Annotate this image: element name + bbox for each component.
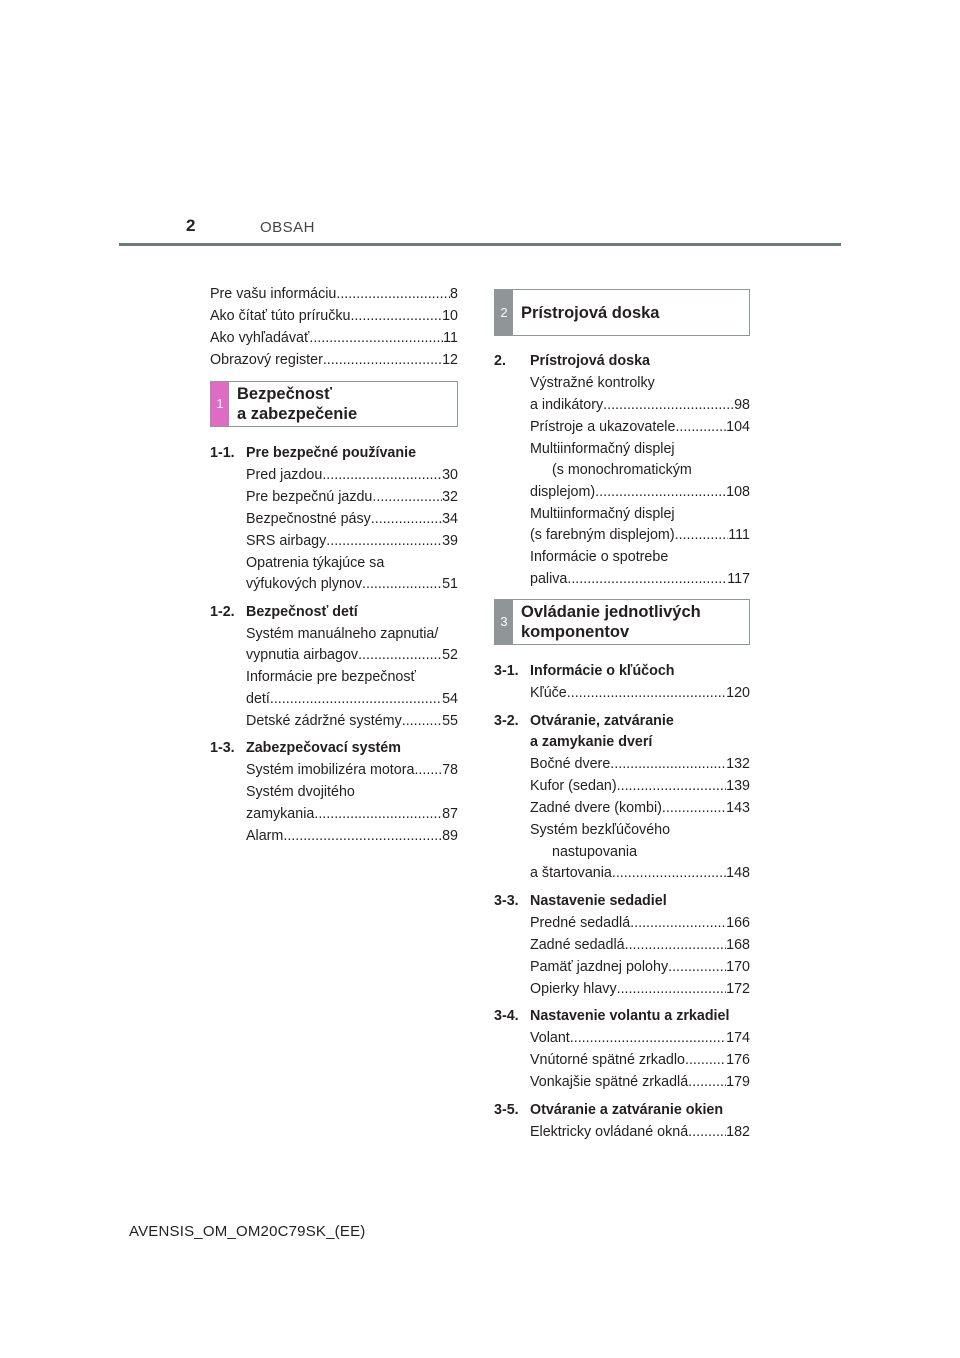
- toc-entry[interactable]: [246, 465, 458, 487]
- chapter-title: Nastavenie volantu a zrkadiel: [530, 1008, 730, 1024]
- page-number-ref: 117: [727, 570, 750, 587]
- toc-entry[interactable]: [210, 350, 458, 372]
- entry-label-line: Informácie o spotrebe: [530, 549, 669, 565]
- entry-label-line: Systém manuálneho zapnutia/: [246, 625, 439, 642]
- entry-label-line: Bezpečnostné pásy: [246, 510, 371, 527]
- section-title: Bezpečnosť a zabezpečenie: [237, 384, 358, 423]
- dot-leader: [326, 531, 442, 553]
- toc-entry[interactable]: [246, 711, 458, 733]
- chapter-title: Nastavenie sedadiel: [530, 892, 667, 909]
- toc-entry[interactable]: [210, 328, 458, 350]
- chapter-heading[interactable]: [210, 738, 458, 760]
- dot-leader: [283, 826, 442, 848]
- page-number-ref: 52: [442, 647, 458, 663]
- entry-label-line: Pre bezpečnú jazdu: [246, 488, 373, 505]
- toc-entry[interactable]: [530, 1122, 750, 1144]
- page-number-ref: 170: [726, 958, 750, 975]
- page-number: 2: [186, 216, 196, 235]
- dot-leader: [662, 798, 726, 820]
- page-number-ref: 148: [726, 865, 750, 881]
- page-number-ref: 87: [442, 805, 458, 822]
- page-number-ref: 30: [442, 466, 458, 483]
- dot-leader: [336, 284, 450, 306]
- entry-label-line: Zadné dvere (kombi): [530, 800, 662, 816]
- page-number-ref: 51: [442, 576, 458, 592]
- entry-label-line: Detské zádržné systémy: [246, 712, 402, 729]
- dot-leader: [610, 754, 726, 776]
- entry-label-line: Elektricky ovládané okná: [530, 1123, 689, 1140]
- entry-label-line: Ako vyhľadávať: [210, 330, 310, 346]
- dot-leader: [322, 465, 442, 487]
- dot-leader: [685, 1050, 726, 1072]
- page-number-ref: 174: [726, 1030, 750, 1046]
- entry-label: [530, 373, 750, 395]
- section-tab-box[interactable]: [494, 599, 750, 645]
- entry-label-line: Výstražné kontrolky: [530, 375, 655, 391]
- chapter-title: Otváranie a zatváranie okien: [530, 1101, 724, 1118]
- entry-label-line: Bočné dvere: [530, 756, 611, 772]
- entry-label-line: Vonkajšie spätné zrkadlá: [530, 1074, 689, 1090]
- dot-leader: [675, 417, 726, 439]
- toc-entry[interactable]: [246, 553, 458, 596]
- page-number-ref: 104: [726, 418, 750, 435]
- page-number-ref: 179: [726, 1074, 750, 1090]
- entry-label-line: Pamäť jazdnej polohy: [530, 958, 669, 975]
- entry-label-line: Pred jazdou: [246, 466, 323, 483]
- page-title: OBSAH: [260, 219, 316, 236]
- page-number-ref: 10: [442, 308, 458, 324]
- entry-label-line: Zadné sedadlá: [530, 936, 625, 953]
- dot-leader: [630, 913, 726, 935]
- dot-leader: [314, 804, 442, 826]
- page-number-ref: 172: [726, 980, 750, 997]
- page-number-ref: 34: [442, 510, 458, 527]
- dot-leader: [567, 683, 726, 705]
- chapter-number: 1-2.: [210, 603, 235, 620]
- dot-leader: [688, 1072, 726, 1094]
- page-number-ref: 11: [443, 330, 458, 346]
- chapter-number: 3-3.: [494, 892, 519, 909]
- toc-entry[interactable]: [530, 798, 750, 820]
- chapter-title: Bezpečnosť detí: [246, 603, 358, 620]
- page-number-ref: 39: [442, 532, 458, 549]
- chapter-title: Informácie o kľúčoch: [530, 663, 675, 679]
- chapter-title: Prístrojová doska: [530, 353, 650, 369]
- dot-leader: [688, 1122, 726, 1144]
- dot-leader: [675, 525, 729, 547]
- section-number-tab: 2: [495, 290, 513, 335]
- dot-leader: [603, 395, 734, 417]
- toc-entry[interactable]: [530, 439, 750, 504]
- header-rule: [119, 243, 841, 246]
- dot-leader: [612, 863, 726, 885]
- section-tab-box[interactable]: [494, 289, 750, 336]
- entry-label-line: Pre vašu informáciu: [210, 286, 337, 302]
- entry-label-line: Predné sedadlá: [530, 914, 631, 931]
- dot-leader: [617, 776, 727, 798]
- entry-label-line: (s farebným displejom): [530, 527, 675, 543]
- page-number-ref: 12: [442, 352, 458, 368]
- page-number-ref: 8: [450, 286, 458, 302]
- entry-label-line: paliva: [530, 570, 568, 587]
- dot-leader: [570, 1028, 726, 1050]
- entry-label: [246, 667, 458, 689]
- dot-leader: [350, 306, 442, 328]
- chapter-heading[interactable]: [494, 711, 750, 754]
- entry-label: [530, 439, 750, 482]
- dot-leader: [595, 482, 726, 504]
- chapter-title: Otváranie, zatváranie a zamykanie dverí: [530, 712, 674, 750]
- entry-label: [246, 553, 458, 575]
- toc-entry[interactable]: [530, 957, 750, 979]
- entry-label-line: Vnútorné spätné zrkadlo: [530, 1052, 685, 1068]
- entry-label: [246, 782, 458, 804]
- toc-entry[interactable]: [530, 754, 750, 776]
- chapter-number: 3-2.: [494, 712, 519, 729]
- toc-entry[interactable]: [246, 509, 458, 531]
- toc-entry[interactable]: [530, 913, 750, 935]
- entry-label-line: Alarm: [246, 827, 284, 844]
- entry-label-line: SRS airbagy: [246, 532, 327, 549]
- toc-entry[interactable]: [530, 504, 750, 547]
- entry-label-line: Obrazový register: [210, 352, 323, 368]
- dot-leader: [323, 350, 442, 372]
- entry-label-line: zamykania: [246, 805, 315, 822]
- section-title: Ovládanie jednotlivých komponentov: [521, 603, 701, 641]
- dot-leader: [668, 957, 726, 979]
- toc-entry[interactable]: [246, 667, 458, 710]
- entry-label-line: Kľúče: [530, 685, 567, 701]
- entry-label-line: Ako čítať túto príručku: [210, 308, 351, 324]
- entry-label-line: Systém bezkľúčového: [530, 822, 671, 838]
- toc-entry[interactable]: [530, 935, 750, 957]
- entry-label-line: výfukových plynov: [246, 576, 363, 592]
- entry-label-line: Prístroje a ukazovatele: [530, 418, 676, 435]
- entry-label-line: (s monochromatickým: [552, 462, 692, 478]
- entry-label: [530, 547, 750, 569]
- page-number-ref: 168: [726, 936, 750, 953]
- page-number-ref: 32: [442, 488, 458, 505]
- dot-leader: [414, 760, 442, 782]
- entry-label-line: Systém imobilizéra motora: [246, 762, 415, 778]
- chapter-heading[interactable]: [494, 1100, 750, 1122]
- entry-label-line: Multiinformačný displej: [530, 505, 675, 522]
- toc-entry[interactable]: [530, 820, 750, 885]
- chapter-number: 3-4.: [494, 1008, 519, 1024]
- section-number-tab: 1: [211, 382, 229, 426]
- entry-label-line: Systém dvojitého: [246, 784, 355, 800]
- toc-entry[interactable]: [530, 417, 750, 439]
- chapter-heading[interactable]: [494, 1006, 750, 1028]
- entry-label-line: a indikátory: [530, 396, 604, 413]
- page-number-ref: 78: [442, 762, 458, 778]
- dot-leader: [402, 711, 442, 733]
- chapter-number: 1-3.: [210, 740, 235, 756]
- toc-entry[interactable]: [530, 1072, 750, 1094]
- chapter-number: 2.: [494, 353, 506, 369]
- section-title: Prístrojová doska: [521, 303, 660, 322]
- dot-leader: [362, 574, 442, 596]
- page-number-ref: 55: [442, 712, 458, 729]
- page-number-ref: 89: [442, 827, 458, 844]
- page-number-ref: 166: [726, 914, 750, 931]
- dot-leader: [358, 645, 442, 667]
- toc-entry[interactable]: [246, 826, 458, 848]
- chapter-heading[interactable]: [210, 602, 458, 624]
- toc-entry[interactable]: [246, 624, 458, 667]
- entry-label-line: Volant: [530, 1030, 570, 1046]
- dot-leader: [372, 487, 442, 509]
- chapter-number: 3-5.: [494, 1101, 519, 1118]
- page-number-ref: 132: [726, 756, 750, 772]
- document-code: AVENSIS_OM_OM20C79SK_(EE): [129, 1223, 366, 1240]
- page-number-ref: 139: [726, 778, 750, 794]
- entry-label-line: Kufor (sedan): [530, 778, 617, 794]
- section-number-tab: 3: [495, 600, 513, 644]
- toc-entry[interactable]: [530, 776, 750, 798]
- toc-entry[interactable]: [530, 683, 750, 705]
- entry-label: [530, 504, 750, 526]
- dot-leader: [270, 689, 442, 711]
- entry-label-line: vypnutia airbagov: [246, 647, 359, 663]
- page-number-ref: 54: [442, 690, 458, 707]
- entry-label-line: Opatrenia týkajúce sa: [246, 554, 385, 571]
- entry-label-line: Multiinformačný displej: [530, 440, 675, 457]
- page-number-ref: 143: [726, 800, 750, 816]
- entry-label-line: displejom): [530, 483, 596, 500]
- page-number-ref: 182: [726, 1123, 750, 1140]
- toc-entry[interactable]: [246, 531, 458, 553]
- toc-entry[interactable]: [210, 306, 458, 328]
- toc-entry[interactable]: [530, 1050, 750, 1072]
- entry-label-line: nastupovania: [552, 843, 638, 860]
- chapter-title: Zabezpečovací systém: [246, 740, 401, 756]
- chapter-heading[interactable]: [210, 443, 458, 465]
- toc-entry[interactable]: [530, 979, 750, 1001]
- page-number-ref: 108: [726, 483, 750, 500]
- page-number-ref: 111: [728, 527, 750, 543]
- toc-entry[interactable]: [210, 284, 458, 306]
- chapter-number: 3-1.: [494, 663, 519, 679]
- chapter-heading[interactable]: [494, 891, 750, 913]
- page-number-ref: 176: [726, 1052, 750, 1068]
- chapter-number: 1-1.: [210, 444, 235, 461]
- toc-entry[interactable]: [246, 760, 458, 782]
- toc-entry[interactable]: [530, 373, 750, 416]
- toc-entry[interactable]: [246, 782, 458, 825]
- entry-label-line: Opierky hlavy: [530, 980, 617, 997]
- dot-leader: [567, 569, 727, 591]
- section-tab-box[interactable]: [210, 381, 458, 427]
- toc-entry[interactable]: [246, 487, 458, 509]
- chapter-heading[interactable]: [494, 661, 750, 683]
- toc-left-column: [210, 284, 458, 847]
- chapter-heading[interactable]: [494, 351, 750, 373]
- dot-leader: [625, 935, 727, 957]
- dot-leader: [617, 979, 727, 1001]
- toc-entry[interactable]: [530, 547, 750, 590]
- toc-entry[interactable]: [530, 1028, 750, 1050]
- page-number-ref: 98: [734, 396, 750, 413]
- dot-leader: [309, 328, 443, 350]
- entry-label: [246, 624, 458, 646]
- entry-label-line: detí: [246, 690, 270, 707]
- entry-label: [530, 820, 750, 863]
- entry-label-line: Informácie pre bezpečnosť: [246, 669, 416, 685]
- toc-right-column: [494, 289, 750, 1143]
- chapter-title: Pre bezpečné používanie: [246, 444, 417, 461]
- entry-label-line: a štartovania: [530, 865, 612, 881]
- page-number-ref: 120: [726, 685, 750, 701]
- dot-leader: [371, 509, 442, 531]
